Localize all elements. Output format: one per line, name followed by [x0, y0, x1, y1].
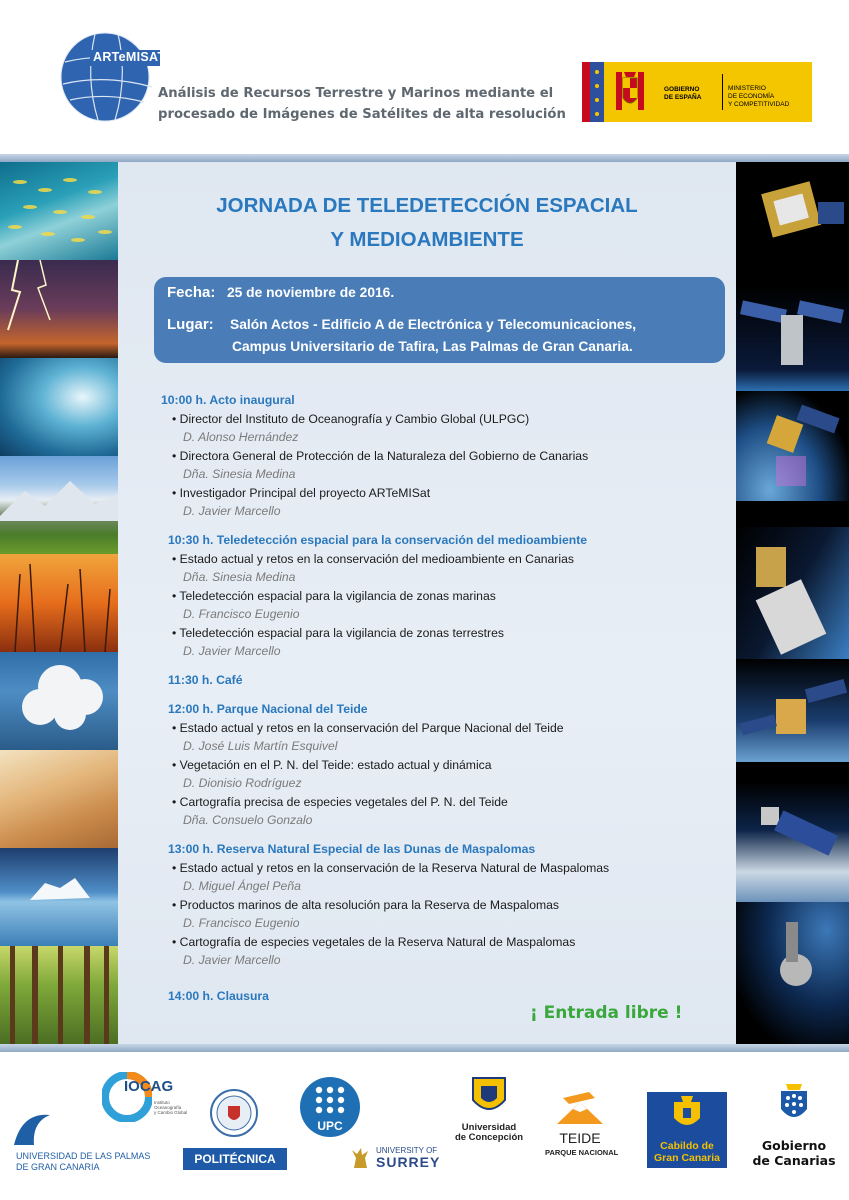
canarias-shield-icon	[778, 1082, 810, 1130]
teide-mountain-icon	[555, 1090, 605, 1130]
cabildo-shield-icon	[672, 1096, 702, 1132]
program-speaker: D. Francisco Eugenio	[183, 607, 300, 621]
header-subtitle-line2: procesado de Imágenes de Satélites de alta resolución	[158, 107, 566, 122]
satellite-photo-3	[736, 391, 849, 501]
gobcan-line2: de Canarias	[752, 1153, 836, 1168]
satellite-photo-6	[736, 782, 849, 902]
date-value: 25 de noviembre de 2016.	[227, 285, 395, 300]
concepcion-shield-icon	[471, 1076, 507, 1118]
satellite-photo-1	[736, 162, 849, 262]
program-item: • Investigador Principal del proyecto ARTeMISat	[172, 486, 431, 500]
program-speaker: D. Francisco Eugenio	[183, 916, 300, 930]
program-item: • Teledetección espacial para la vigilancia de zonas marinas	[172, 589, 496, 603]
upc-label: UPC	[317, 1119, 343, 1133]
ministerio-text	[728, 85, 789, 109]
politecnica-label: POLITÉCNICA	[183, 1148, 287, 1170]
date-label: Fecha:	[167, 284, 216, 301]
program-speaker: D. Javier Marcello	[183, 953, 281, 967]
place-label: Lugar:	[167, 316, 214, 333]
cloud-icon	[0, 652, 118, 750]
top-band	[0, 154, 849, 162]
program-speaker: D. Alonso Hernández	[183, 430, 299, 444]
satellite-icon	[736, 902, 849, 1044]
event-title-line2: Y MEDIOAMBIENTE	[330, 228, 524, 251]
coat-of-arms-icon	[612, 68, 648, 116]
stag-icon	[350, 1146, 372, 1170]
desert-dunes-photo	[0, 750, 118, 848]
mountain-icon	[0, 456, 118, 554]
trees-icon	[0, 946, 118, 1044]
mountain-meadow-photo	[0, 456, 118, 554]
satellite-icon	[736, 287, 849, 391]
forest-photo	[0, 946, 118, 1044]
program-section: 12:00 h. Parque Nacional del Teide	[168, 702, 368, 716]
program-section: 13:00 h. Reserva Natural Especial de las Dunas de Maspalomas	[168, 842, 536, 856]
satellite-icon	[736, 659, 849, 762]
program-item: • Estado actual y retos en la conservación de la Reserva Natural de Maspalomas	[172, 861, 610, 875]
artemisat-globe-logo	[60, 32, 160, 122]
header-subtitle-line1: Análisis de Recursos Terrestre y Marinos mediante el	[158, 86, 554, 101]
ministry-line3: Y COMPETITIVIDAD	[728, 101, 790, 108]
satellite-photo-7	[736, 902, 849, 1044]
ministry-line2: DE ECONOMÍA	[728, 93, 775, 100]
program-speaker: Dña. Sinesia Medina	[183, 467, 296, 481]
program-speaker: D. José Luis Martín Esquivel	[183, 739, 338, 753]
satellite-icon	[736, 162, 849, 262]
program-item: • Directora General de Protección de la Naturaleza del Gobierno de Canarias	[172, 449, 589, 463]
gov-separator	[722, 74, 723, 110]
program-speaker: D. Miguel Ángel Peña	[183, 879, 301, 893]
sponsor-logos	[0, 1052, 849, 1200]
free-entry-note: ¡ Entrada libre !	[530, 1003, 683, 1023]
teide-line2: PARQUE NACIONAL	[545, 1148, 619, 1157]
program-section: 10:30 h. Teledetección espacial para la conservación del medioambiente	[168, 533, 588, 547]
volcano-cloud-photo	[0, 652, 118, 750]
program-item: • Estado actual y retos en la conservación del Parque Nacional del Teide	[172, 721, 564, 735]
program-item: • Estado actual y retos en la conservación del medioambiente en Canarias	[172, 552, 574, 566]
event-info-box	[154, 277, 725, 363]
gobcan-line1: Gobierno	[761, 1138, 827, 1153]
iocag-sub1: Instituto	[154, 1100, 170, 1105]
header-subtitle	[158, 83, 566, 125]
place-line1: Salón Actos - Edificio A de Electrónica y Telecomunicaciones,	[230, 317, 637, 332]
gov-line2: DE ESPAÑA	[664, 94, 702, 101]
fish-school-photo	[0, 162, 118, 260]
program-item: • Productos marinos de alta resolución para la Reserva de Maspalomas	[172, 898, 560, 912]
iocag-name: IOCAG	[124, 1078, 174, 1095]
artemisat-name: ARTeMISAT	[93, 50, 166, 64]
iocag-logo	[102, 1072, 188, 1132]
nature-photo-column	[0, 162, 118, 1044]
program-item: • Cartografía precisa de especies vegetales del P. N. del Teide	[172, 795, 508, 809]
satellite-photo-2	[736, 287, 849, 391]
ocean-wave-photo	[0, 358, 118, 456]
satellite-icon	[736, 391, 849, 501]
program-item: • Vegetación en el P. N. del Teide: estado actual y dinámica	[172, 758, 492, 772]
iceberg-icon	[0, 848, 118, 946]
teide-parque-logo	[545, 1090, 619, 1162]
concepcion-logo	[454, 1076, 524, 1146]
sunset-grass-photo	[0, 554, 118, 652]
cabildo-line1: Cabildo de	[660, 1140, 714, 1152]
satellite-photo-5	[736, 659, 849, 762]
concepcion-line2: de Concepción	[454, 1132, 524, 1143]
program-item: • Cartografía de especies vegetales de la Reserva Natural de Maspalomas	[172, 935, 576, 949]
spain-flag-icon	[582, 62, 604, 122]
program-item: • Director del Instituto de Oceanografía y Cambio Global (ULPGC)	[172, 412, 530, 426]
gov-line1: GOBIERNO	[664, 86, 700, 93]
cabildo-gran-canaria-logo	[647, 1092, 727, 1168]
surrey-line2: SURREY	[376, 1154, 441, 1170]
surrey-line1: UNIVERSITY OF	[376, 1146, 438, 1155]
ulpgc-wave-icon	[12, 1107, 52, 1147]
header	[0, 0, 849, 158]
cabildo-line2: Gran Canaria	[654, 1152, 720, 1164]
program-speaker: Dña. Sinesia Medina	[183, 570, 296, 584]
program-section: 10:00 h. Acto inaugural	[161, 393, 295, 407]
program-speaker: Dña. Consuelo Gonzalo	[183, 813, 313, 827]
program-panel	[118, 162, 736, 1044]
gobierno-espana-text	[664, 86, 701, 102]
iocag-sub3: y Cambio Global	[154, 1110, 188, 1115]
surrey-logo	[350, 1144, 450, 1174]
satellite-photo-column	[736, 162, 849, 1044]
program-speaker: D. Dionisio Rodríguez	[183, 776, 302, 790]
ulpgc-line1: UNIVERSIDAD DE LAS PALMAS	[16, 1151, 151, 1161]
iocag-sub2: Oceanografía	[154, 1105, 182, 1110]
concepcion-line1: Universidad	[461, 1122, 517, 1133]
ulpgc-line2: DE GRAN CANARIA	[16, 1162, 100, 1172]
gobierno-canarias-logo	[752, 1082, 836, 1168]
fish-icon	[0, 162, 118, 260]
upm-seal-icon	[209, 1088, 259, 1138]
gobierno-espana-logo	[582, 62, 812, 122]
grass-icon	[0, 554, 118, 652]
satellite-photo-4	[736, 527, 849, 659]
upc-logo	[299, 1076, 361, 1138]
program-section: 14:00 h. Clausura	[168, 989, 269, 1003]
program-item: • Teledetección espacial para la vigilancia de zonas terrestres	[172, 626, 504, 640]
program-speaker: D. Javier Marcello	[183, 644, 281, 658]
program-section: 11:30 h. Café	[168, 673, 243, 687]
satellite-icon	[736, 527, 849, 659]
iceberg-photo	[0, 848, 118, 946]
event-title-line1: JORNADA DE TELEDETECCIÓN ESPACIAL	[216, 194, 638, 217]
satellite-icon	[736, 782, 849, 902]
program-speaker: D. Javier Marcello	[183, 504, 281, 518]
place-line2: Campus Universitario de Tafira, Las Palmas de Gran Canaria.	[232, 339, 633, 354]
upm-politecnica-logo	[183, 1088, 287, 1170]
teide-line1: TEIDE	[559, 1130, 601, 1146]
ministry-line1: MINISTERIO	[728, 85, 766, 92]
bottom-band	[0, 1044, 849, 1052]
lightning-photo	[0, 260, 118, 358]
lightning-icon	[0, 260, 118, 358]
